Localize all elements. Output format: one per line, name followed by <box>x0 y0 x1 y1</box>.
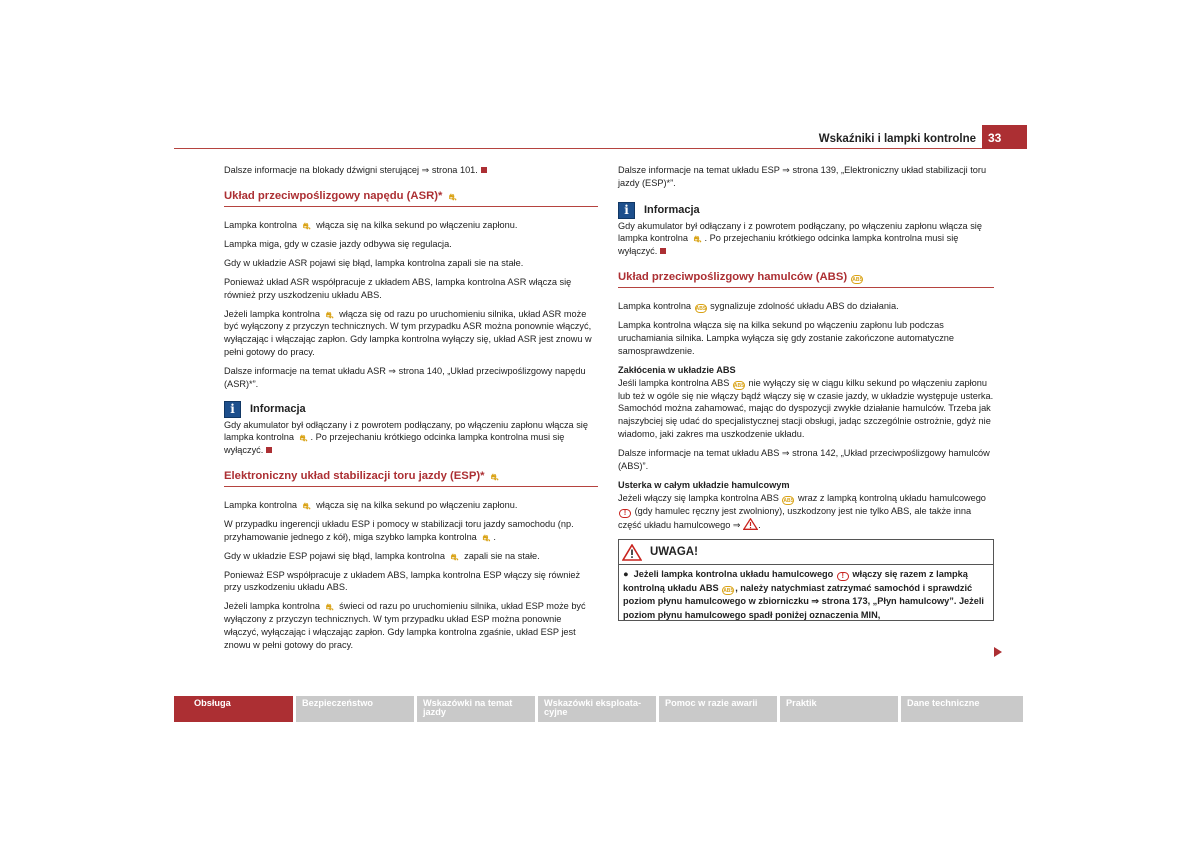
esp-paragraph: W przypadku ingerencji układu ESP i pomocy w stabilizacji toru jazdy samochodu (np. przyhamowanie jednego z kół), miga szybko lampka kontrolna ⛐ . <box>224 518 574 543</box>
caution-title: UWAGA! <box>650 545 698 558</box>
esp-paragraph: Gdy w układzie ESP pojawi się błąd, lampka kontrolna ⛐ zapali sie na stałe. <box>224 550 540 562</box>
warning-lamp-icon: ⛐ <box>450 551 459 562</box>
asr-paragraph: Lampka kontrolna ⛐ włącza się na kilka sekund po włączeniu zapłonu. <box>224 219 518 231</box>
end-marker-icon <box>660 248 666 254</box>
info-text: Gdy akumulator był odłączany i z powrotem podłączany, po włączeniu zapłonu włącza się lampka kontrolna ⛐ . Po przejechaniu krótkiego odcinka lampka kontrolna musi się wyłączyć. <box>618 220 982 257</box>
asr-paragraph: Jeżeli lampka kontrolna ⛐ włącza się od razu po uruchomieniu silnika, układ ASR może być wyłączony z przyczyn technicznych. W tym przypadku ASR można ponownie włączyć, wyłączając i włączając zapłon. Gdy lampka kontrolna wyłączy się, układ ASR jest znowu w pełni gotowy do pracy. <box>224 308 592 357</box>
intro-paragraph: Dalsze informacje na blokady dźwigni sterującej ⇒ strona 101. <box>224 164 598 177</box>
brake-lamp-icon: ! <box>619 509 631 518</box>
warning-lamp-icon: ⛐ <box>482 532 491 543</box>
next-page-arrow-icon <box>994 647 1002 657</box>
warning-lamp-icon: ⛐ <box>693 234 702 245</box>
section-title-abs: Układ przeciwpoślizgowy hamulców (ABS) ABS <box>618 270 994 288</box>
abs-paragraph: Dalsze informacje na temat układu ABS ⇒ strona 142, „Układ przeciwpoślizgowy hamulców (ABS)”. <box>618 447 990 471</box>
warning-lamp-icon: ⛐ <box>325 309 334 320</box>
running-header: Wskaźniki i lampki kontrolne <box>818 133 976 145</box>
tab-bezpieczenstwo[interactable]: Bezpieczeństwo <box>296 696 414 722</box>
warning-lamp-icon: ⛐ <box>325 602 334 613</box>
abs-lamp-icon: ABS <box>733 382 745 389</box>
abs-paragraph: Lampka kontrolna ABS sygnalizuje zdolność układu ABS do działania. <box>618 300 899 312</box>
left-column <box>224 164 598 658</box>
esp-paragraph: Lampka kontrolna ⛐ włącza się na kilka sekund po włączeniu zapłonu. <box>224 499 518 511</box>
abs-paragraph: Jeśli lampka kontrolna ABS ABS nie wyłączy się w ciągu kilku sekund po włączeniu zapłonu lub też w ogóle się nie włączy bądź włączy się w czasie jazdy, w układzie występuje usterka. Samochód można zahamować, mając do dyspozycji zwykłe działanie hamulców. Trzeba jak najszybciej się udać do specjalistycznej stacji obsługi, jadąc szczególnie ostrożnie, gdyż nie wiadomo, jaki zakres ma uszkodzenie układu. <box>618 377 994 439</box>
abs-lamp-icon: ABS <box>695 305 707 312</box>
tab-praktik[interactable]: Praktik <box>780 696 898 722</box>
info-title: Informacja <box>644 204 700 217</box>
page-number: 33 <box>982 125 1027 149</box>
intro-paragraph: Dalsze informacje na temat układu ESP ⇒ strona 139, „Elektroniczny układ stabilizacji toru jazdy (ESP)*”. <box>618 165 987 188</box>
tab-pomoc-awarii[interactable]: Pomoc w razie awarii <box>659 696 777 722</box>
info-box <box>618 202 994 258</box>
warning-lamp-icon: ⛐ <box>299 433 308 444</box>
tab-wskazowki-eksploatacyjne[interactable]: Wskazówki eksploata- cyjne <box>538 696 656 722</box>
asr-paragraph: Lampka miga, gdy w czasie jazdy odbywa się regulacja. <box>224 238 452 249</box>
abs-paragraph: Lampka kontrolna włącza się na kilka sekund po włączeniu zapłonu lub podczas uruchamiania silnika. Lampka wyłącza się gdy zostanie zakończone automatyczne samosprawdzenie. <box>618 320 955 356</box>
right-column <box>618 164 994 621</box>
caution-box <box>618 539 994 621</box>
asr-paragraph: Dalsze informacje na temat układu ASR ⇒ strona 140, „Układ przeciwpoślizgowy napędu (ASR)*”. <box>224 365 586 389</box>
info-box <box>224 401 598 457</box>
end-marker-icon <box>481 167 487 173</box>
footer-nav <box>174 696 1026 722</box>
abs-paragraph: Jeżeli włączy się lampka kontrolna ABS ABS wraz z lampką kontrolną układu hamulcowego ! (gdy hamulec ręczny jest zwolniony), uszkodzony jest nie tylko ABS, ale także inna część układu hamulcowego ⇒ . <box>618 492 986 530</box>
abs-lamp-icon: ABS <box>783 497 794 504</box>
abs-lamp-icon: ABS <box>852 276 863 283</box>
warning-lamp-icon: ⛐ <box>302 500 311 511</box>
esp-paragraph: Jeżeli lampka kontrolna ⛐ świeci od razu po uruchomieniu silnika, układ ESP może być wyłączony z przyczyn technicznych. W tym przypadku układ ESP można ponownie włączyć, wyłączając i włączając zapłon. Gdy lampka kontrolna zgaśnie, układ ESP jest znowu w pełni gotowy do pracy. <box>224 601 586 650</box>
asr-paragraph: Gdy w układzie ASR pojawi się błąd, lampka kontrolna zapali sie na stałe. <box>224 257 524 268</box>
warning-triangle-icon <box>743 518 758 530</box>
tab-obsluga[interactable]: Obsługa <box>174 696 293 722</box>
tab-dane-techniczne[interactable]: Dane techniczne <box>901 696 1023 722</box>
warning-lamp-icon: ⛐ <box>302 220 311 231</box>
info-icon: i <box>618 202 635 219</box>
info-text: Gdy akumulator był odłączany i z powrotem podłączany, po włączeniu zapłonu włącza się lampka kontrolna ⛐ . Po przejechaniu krótkiego odcinka lampka kontrolna musi się wyłączyć. <box>224 419 588 456</box>
warning-lamp-icon: ⛐ <box>448 191 457 202</box>
subheading: Usterka w całym układzie hamulcowym <box>618 479 790 490</box>
brake-lamp-icon: ! <box>837 572 849 581</box>
subheading: Zakłócenia w układzie ABS <box>618 364 736 375</box>
header-rule <box>174 148 982 149</box>
info-icon: i <box>224 401 241 418</box>
warning-triangle-icon <box>622 544 642 561</box>
tab-wskazowki-jazdy[interactable]: Wskazówki na temat jazdy <box>417 696 535 722</box>
abs-lamp-icon: ABS <box>723 587 734 594</box>
section-title-esp: Elektroniczny układ stabilizacji toru jazdy (ESP)* ⛐ <box>224 469 598 487</box>
end-marker-icon <box>266 447 272 453</box>
caution-text: ● Jeżeli lampka kontrolna układu hamulcowego ! włączy się razem z lampką kontrolną układu ABS ABS, należy natychmiast zatrzymać samochód i sprawdzić poziom płynu hamulcowego w zbiorniczku ⇒ strona 173, „Płyn hamulcowy”. Jeżeli poziom płynu hamulcowego spadł poniżej oznaczenia MIN, <box>623 569 984 621</box>
warning-lamp-icon: ⛐ <box>490 471 499 482</box>
info-title: Informacja <box>250 403 306 416</box>
section-title-asr: Układ przeciwpoślizgowy napędu (ASR)* ⛐ <box>224 189 598 207</box>
esp-paragraph: Ponieważ ESP współpracuje z układem ABS, lampka kontrolna ESP włączy się również przy uszkodzeniu układu ABS. <box>224 569 581 593</box>
asr-paragraph: Ponieważ układ ASR współpracuje z układem ABS, lampka kontrolna ASR włącza się również przy uszkodzeniu układu ABS. <box>224 276 572 300</box>
